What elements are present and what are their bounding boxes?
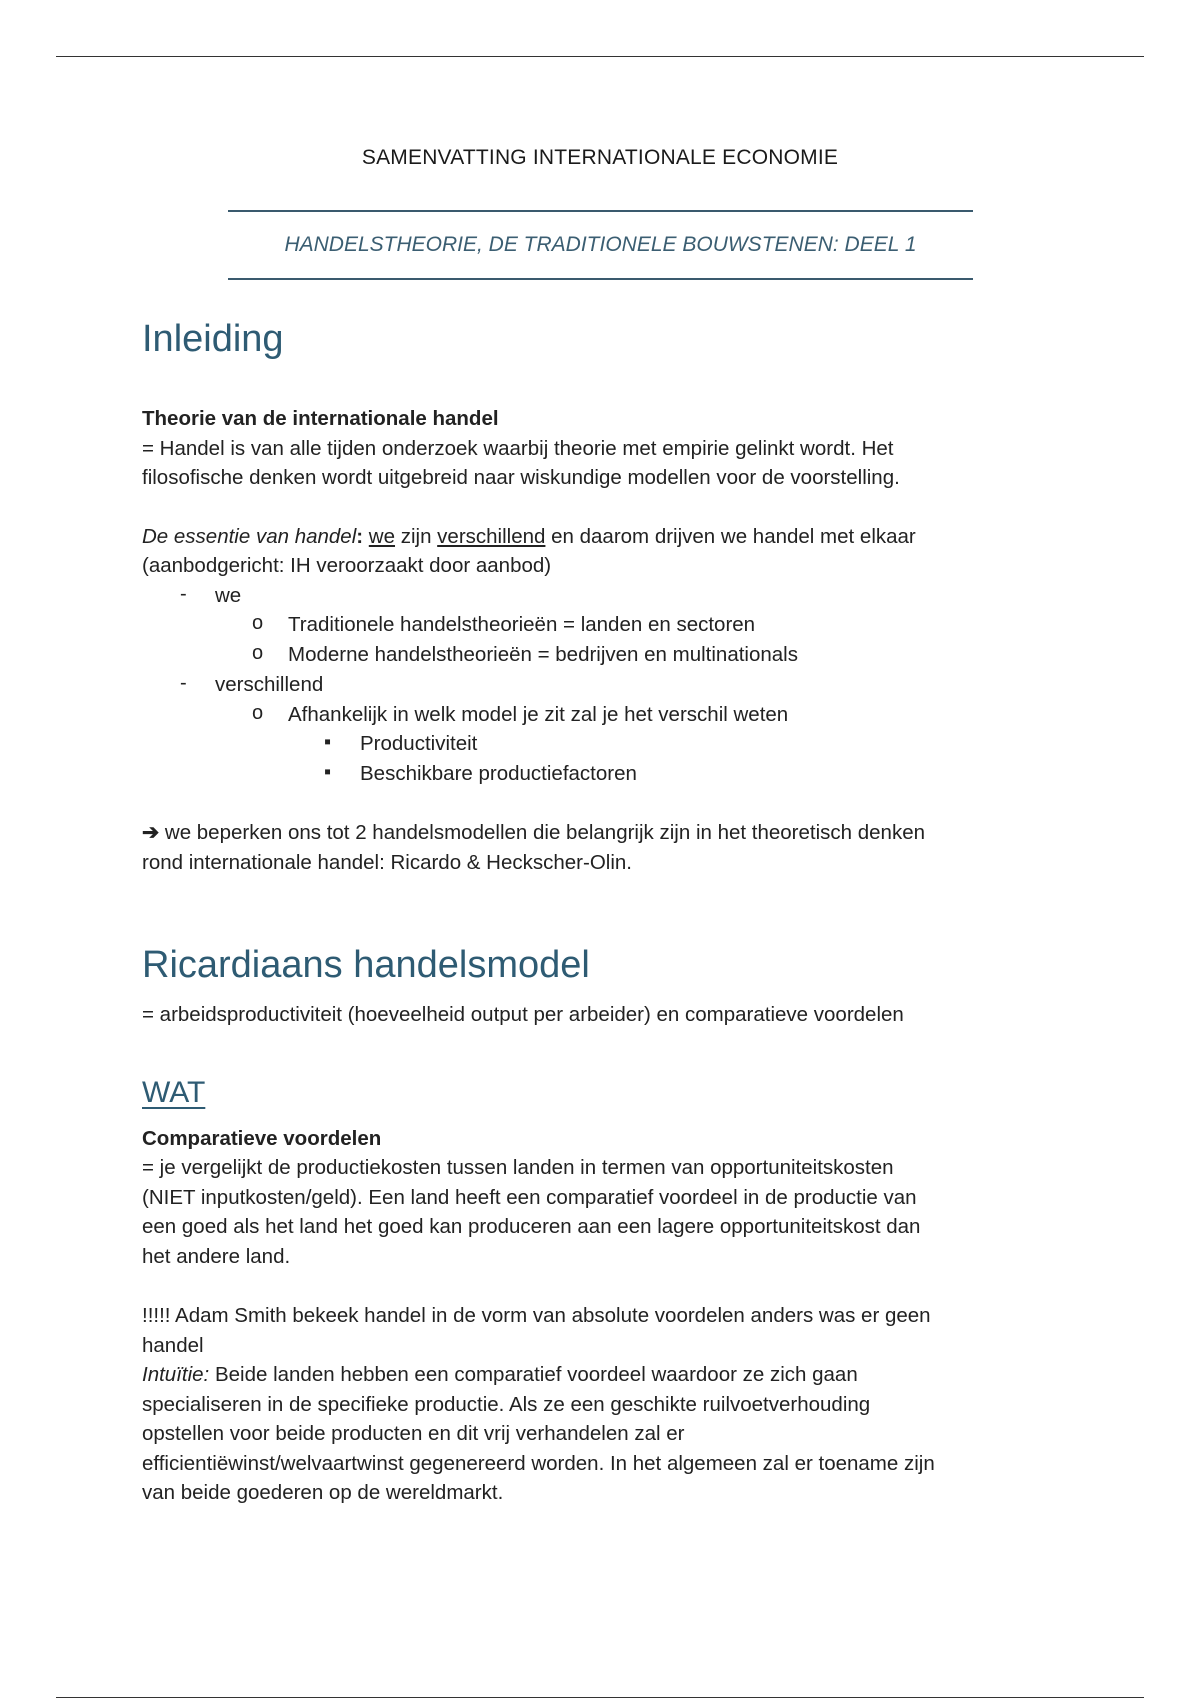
- essence-rest: en daarom drijven we handel met elkaar: [545, 525, 916, 548]
- ricardo-definition: = arbeidsproductiviteit (hoeveelheid output per arbeider) en comparatieve voordelen: [142, 1003, 904, 1026]
- list-item-we: we: [215, 584, 242, 607]
- essence-colon: :: [356, 525, 369, 548]
- intuitie-line-3: opstellen voor beide producten en dit vrij verhandelen zal er: [142, 1422, 685, 1445]
- dash-bullet: -: [180, 583, 187, 605]
- circle-bullet: o: [252, 642, 264, 664]
- comp-line-2: (NIET inputkosten/geld). Een land heeft een comparatief voordeel in de productie van: [142, 1186, 917, 1209]
- smith-line-1: !!!!! Adam Smith bekeek handel in de vorm van absolute voordelen anders was er geen: [142, 1304, 931, 1327]
- intuitie-line-1: [142, 1362, 858, 1388]
- circle-bullet: o: [252, 612, 264, 634]
- bottom-rule: [56, 1697, 1144, 1698]
- theory-title: Theorie van de internationale handel: [142, 407, 499, 430]
- conclusion-text: we beperken ons tot 2 handelsmodellen die belangrijk zijn in het theoretisch denken: [159, 821, 926, 844]
- comp-line-4: het andere land.: [142, 1245, 291, 1268]
- arrow-icon: ➔: [142, 821, 160, 844]
- essence-we: we: [368, 525, 396, 548]
- heading-ricardiaans: Ricardiaans handelsmodel: [142, 944, 590, 986]
- document-title: SAMENVATTING INTERNATIONALE ECONOMIE: [361, 146, 839, 169]
- essence-label: De essentie van handel: [142, 525, 357, 548]
- essence-zijn: zijn: [395, 525, 438, 548]
- square-bullet: ▪: [324, 731, 332, 753]
- subtitle-rule-top: [228, 210, 973, 212]
- intuitie-text: Beide landen hebben een comparatief voordeel waardoor ze zich gaan: [209, 1363, 858, 1386]
- theory-line-1: = Handel is van alle tijden onderzoek waarbij theorie met empirie gelinkt wordt. Het: [142, 437, 894, 460]
- heading-inleiding: Inleiding: [142, 318, 284, 360]
- intuitie-line-2: specialiseren in de specifieke productie. Als ze een geschikte ruilvoetverhouding: [142, 1393, 871, 1416]
- intuitie-label: Intuïtie:: [142, 1363, 210, 1386]
- essence-line-1: [142, 524, 916, 550]
- list-item-afhankelijk: Afhankelijk in welk model je zit zal je het verschil weten: [288, 703, 789, 726]
- subtitle-rule-bottom: [228, 278, 973, 280]
- list-item-productiviteit: Productiviteit: [360, 732, 478, 755]
- list-item-productiefactoren: Beschikbare productiefactoren: [360, 762, 637, 785]
- intuitie-line-5: van beide goederen op de wereldmarkt.: [142, 1481, 504, 1504]
- square-bullet: ▪: [324, 761, 332, 783]
- dash-bullet: -: [180, 672, 187, 694]
- list-item-traditioneel: Traditionele handelstheorieën = landen en sectoren: [288, 613, 756, 636]
- document-subtitle: HANDELSTHEORIE, DE TRADITIONELE BOUWSTENEN: DEEL 1: [284, 233, 917, 256]
- heading-wat: WAT: [142, 1076, 206, 1109]
- comp-line-3: een goed als het land het goed kan produceren aan een lagere opportuniteitskost dan: [142, 1215, 921, 1238]
- smith-line-2: handel: [142, 1334, 204, 1357]
- circle-bullet: o: [252, 702, 264, 724]
- comp-line-1: = je vergelijkt de productiekosten tussen landen in termen van opportuniteitskosten: [142, 1156, 894, 1179]
- conclusion-line-1: [142, 820, 925, 846]
- intuitie-line-4: efficientiëwinst/welvaartwinst gegenereerd worden. In het algemeen zal er toename zijn: [142, 1452, 935, 1475]
- conclusion-line-2: rond internationale handel: Ricardo & Heckscher-Olin.: [142, 851, 632, 874]
- comp-title: Comparatieve voordelen: [142, 1127, 382, 1150]
- essence-line-2: (aanbodgericht: IH veroorzaakt door aanbod): [142, 554, 552, 577]
- list-item-verschillend: verschillend: [215, 673, 324, 696]
- theory-line-2: filosofische denken wordt uitgebreid naar wiskundige modellen voor de voorstelling.: [142, 466, 900, 489]
- essence-verschillend: verschillend: [437, 525, 546, 548]
- top-rule: [56, 56, 1144, 57]
- list-item-modern: Moderne handelstheorieën = bedrijven en multinationals: [288, 643, 798, 666]
